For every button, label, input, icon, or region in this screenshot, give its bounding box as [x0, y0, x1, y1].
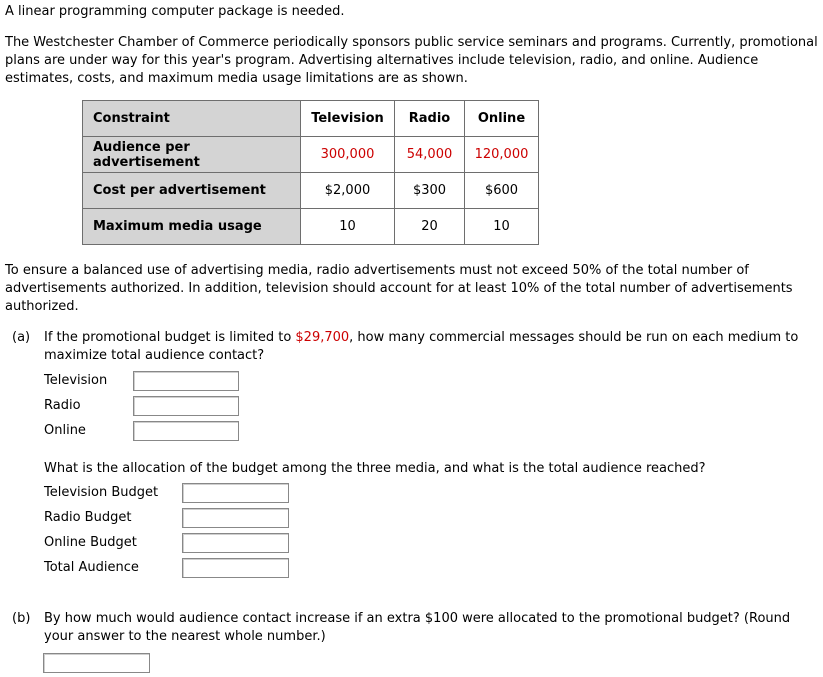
- cell-radio-cost: $300: [395, 173, 465, 209]
- row-label: Audience per advertisement: [83, 137, 301, 173]
- television-budget-label: Television Budget: [44, 485, 159, 500]
- radio-input[interactable]: [133, 396, 239, 416]
- online-label: Online: [44, 423, 86, 438]
- radio-budget-label: Radio Budget: [44, 510, 132, 525]
- television-budget-input[interactable]: [182, 483, 289, 503]
- cell-tv-cost: $2,000: [301, 173, 395, 209]
- television-label: Television: [44, 373, 108, 388]
- header-online: Online: [465, 101, 539, 137]
- part-a-marker: (a): [12, 330, 31, 345]
- row-label: Cost per advertisement: [83, 173, 301, 209]
- header-television: Television: [301, 101, 395, 137]
- online-budget-label: Online Budget: [44, 535, 137, 550]
- audience-increase-input[interactable]: [43, 653, 150, 673]
- problem-text: The Westchester Chamber of Commerce periodically sponsors public service seminars and programs. Currently, promotional plans are under way for this year's program. Advertising alternatives include television, radio, and online. Audience estimates, costs, and maximum media usage limitations are as shown.: [5, 35, 818, 86]
- header-constraint: Constraint: [83, 101, 301, 137]
- table-row: [83, 173, 539, 209]
- part-b-marker: (b): [12, 611, 31, 626]
- cell-online-max: 10: [465, 209, 539, 245]
- cell-tv-max: 10: [301, 209, 395, 245]
- header-radio: Radio: [395, 101, 465, 137]
- part-b-question: By how much would audience contact increase if an extra $100 were allocated to the promotional budget? (Round your answer to the nearest whole number.): [44, 611, 791, 644]
- cell-tv-audience: 300,000: [301, 137, 395, 173]
- budget-value: $29,700: [295, 330, 350, 345]
- total-audience-input[interactable]: [182, 558, 289, 578]
- table-row: [83, 209, 539, 245]
- cell-radio-max: 20: [395, 209, 465, 245]
- part-a-question: If the promotional budget is limited to $29,700, how many commercial messages should be run on each medium to maximize total audience contact?: [44, 330, 799, 363]
- constraint-text: To ensure a balanced use of advertising media, radio advertisements must not exceed 50% of the total number of advertisements authorized. In addition, television should account for at least 10% of the total number of advertisements authorized.: [5, 263, 793, 314]
- media-table: [82, 100, 539, 245]
- budget-followup-text: What is the allocation of the budget among the three media, and what is the total audience reached?: [44, 461, 706, 476]
- cell-radio-audience: 54,000: [395, 137, 465, 173]
- online-input[interactable]: [133, 421, 239, 441]
- table-row: [83, 137, 539, 173]
- total-audience-label: Total Audience: [44, 560, 139, 575]
- online-budget-input[interactable]: [182, 533, 289, 553]
- table-header-row: [83, 101, 539, 137]
- television-input[interactable]: [133, 371, 239, 391]
- intro-text: A linear programming computer package is needed.: [5, 4, 345, 19]
- cell-online-audience: 120,000: [465, 137, 539, 173]
- radio-label: Radio: [44, 398, 81, 413]
- cell-online-cost: $600: [465, 173, 539, 209]
- radio-budget-input[interactable]: [182, 508, 289, 528]
- row-label: Maximum media usage: [83, 209, 301, 245]
